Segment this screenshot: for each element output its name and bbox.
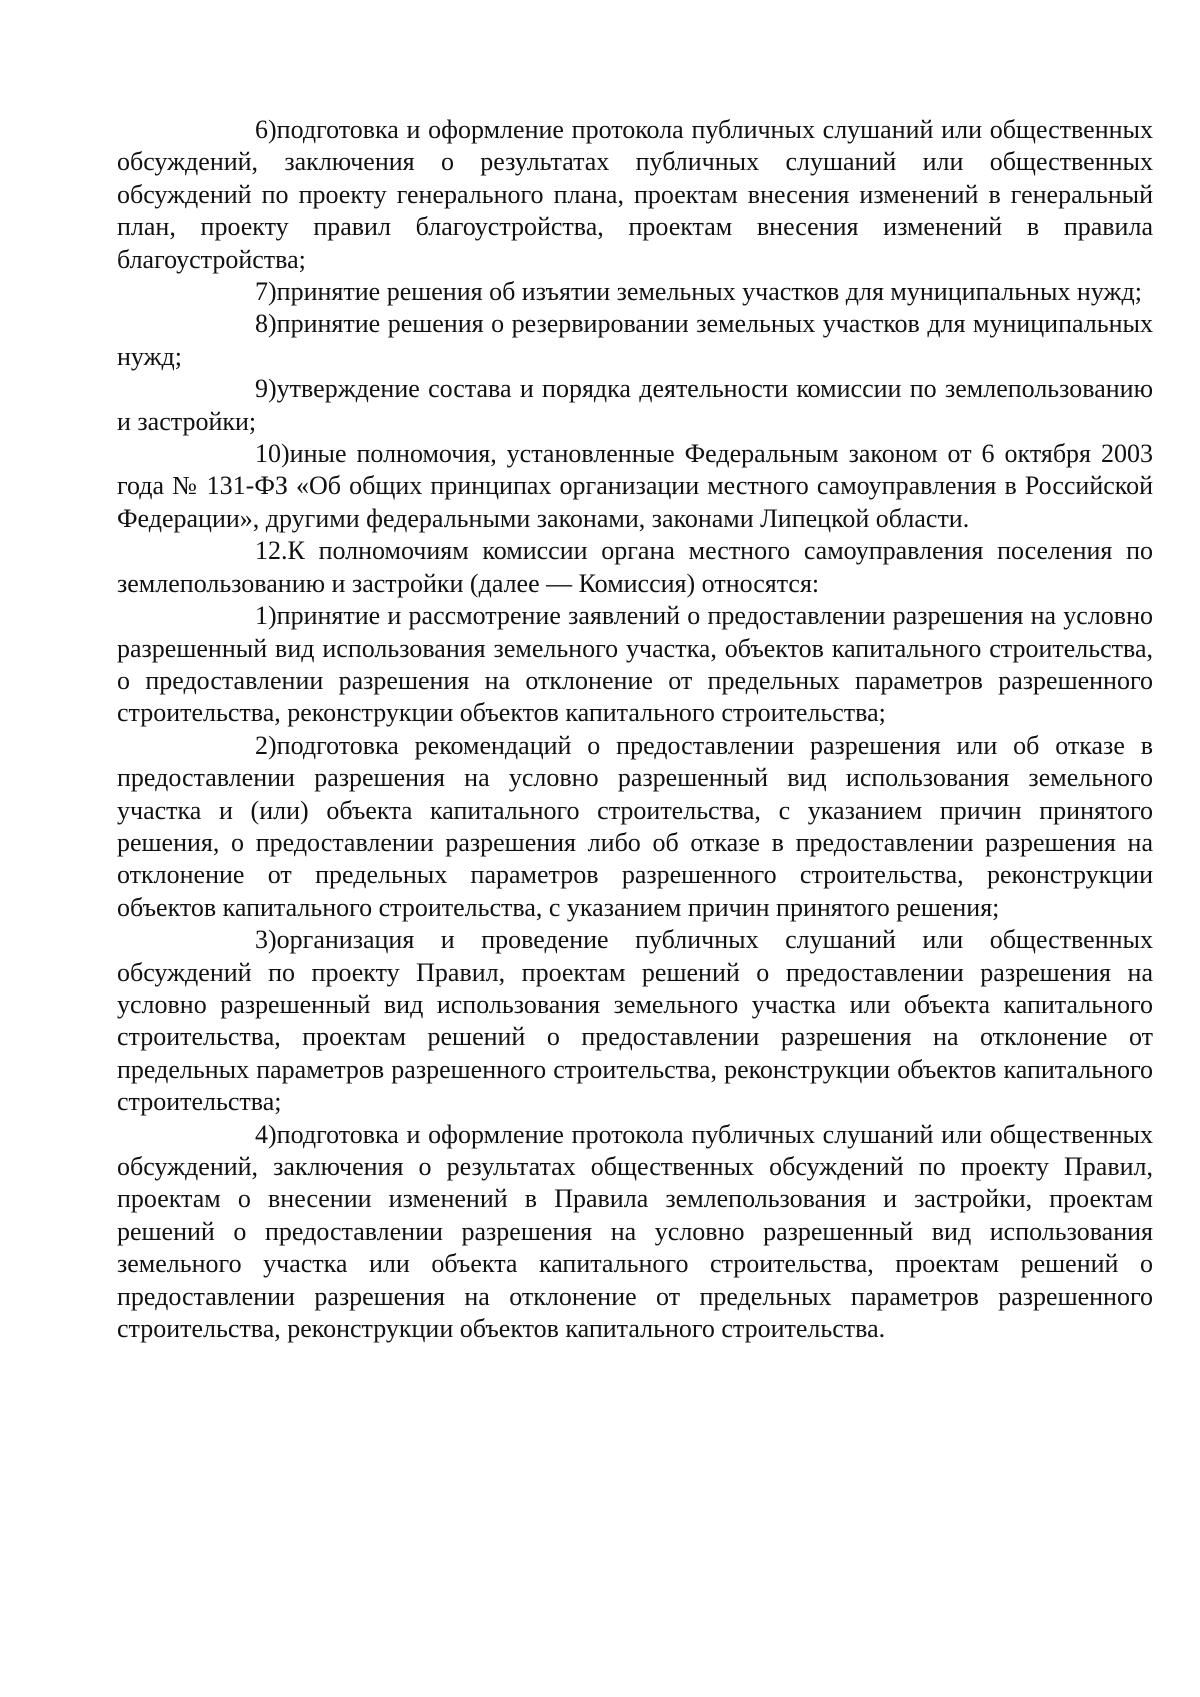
item-number: 1) [255,601,277,631]
paragraph-item-8 [117,308,1153,373]
paragraph-item-10 [117,438,1153,535]
item-text: утверждение состава и порядка деятельности комиссии по землепользованию и застройки; [117,374,1153,436]
paragraph-item-9 [117,373,1153,438]
item-text: подготовка рекомендаций о предоставлении разрешения или об отказе в предоставлении разрешения на условно разрешенный вид использования земельного участка и (или) объекта капитального строительства, с указанием причин принятого решения, о предоставлении разрешения либо об отказе в предоставлении разрешения на отклонение от предельных параметров разрешенного строительства, реконструкции объектов капитального строительства, с указанием причин принятого решения; [117,730,1153,922]
item-number: 2) [255,730,277,760]
item-text: подготовка и оформление протокола публичных слушаний или общественных обсуждений, заключения о результатах общественных обсуждений по проекту Правил, проектам о внесении изменений в Правила землепользования и застройки, проектам решений о предоставлении разрешения на условно разрешенный вид использования земельного участка или объекта капитального строительства, проектам решений о предоставлении разрешения на отклонение от предельных параметров разрешенного строительства, реконструкции объектов капитального строительства. [117,1119,1153,1344]
item-number: 4) [255,1119,277,1149]
paragraph-commission-item-1 [117,600,1153,730]
item-number: 8) [255,309,277,339]
item-text: принятие и рассмотрение заявлений о предоставлении разрешения на условно разрешенный вид использования земельного участка, объектов капитального строительства, о предоставлении разрешения на отклонение от предельных параметров разрешенного строительства, реконструкции объектов капитального строительства; [117,601,1153,728]
paragraph-item-7 [117,276,1153,308]
paragraph-commission-item-3 [117,924,1153,1118]
item-number: 10) [255,439,290,469]
paragraph-commission-item-2 [117,730,1153,924]
paragraph-item-6 [117,114,1153,276]
item-number: 3) [255,925,277,955]
item-number: 9) [255,374,277,404]
paragraph-commission-item-4 [117,1119,1153,1346]
item-number: 12. [255,536,288,566]
item-text: К полномочиям комиссии органа местного самоуправления поселения по землепользованию и застройки (далее — Комиссия) относятся: [117,536,1153,598]
item-text: иные полномочия, установленные Федеральным законом от 6 октября 2003 года № 131-ФЗ «Об общих принципах организации местного самоуправления в Российской Федерации», другими федеральными законами, законами Липецкой области. [117,439,1153,533]
item-text: организация и проведение публичных слушаний или общественных обсуждений по проекту Правил, проектам решений о предоставлении разрешения на условно разрешенный вид использования земельного участка или объекта капитального строительства, проектам решений о предоставлении разрешения на отклонение от предельных параметров разрешенного строительства, реконструкции объектов капитального строительства; [117,925,1153,1117]
item-number: 6) [255,115,277,144]
item-number: 7) [255,277,277,307]
paragraph-section-12 [117,535,1153,600]
item-text: подготовка и оформление протокола публичных слушаний или общественных обсуждений, заключения о результатах публичных слушаний или общественных обсуждений по проекту генерального плана, проектам внесения изменений в генеральный план, проекту правил благоустройства, проектам внесения изменений в правила благоустройства; [117,115,1153,274]
item-text: принятие решения об изъятии земельных участков для муниципальных нужд; [276,277,1142,307]
document-body [117,114,1153,1345]
item-text: принятие решения о резервировании земельных участков для муниципальных нужд; [117,309,1153,371]
